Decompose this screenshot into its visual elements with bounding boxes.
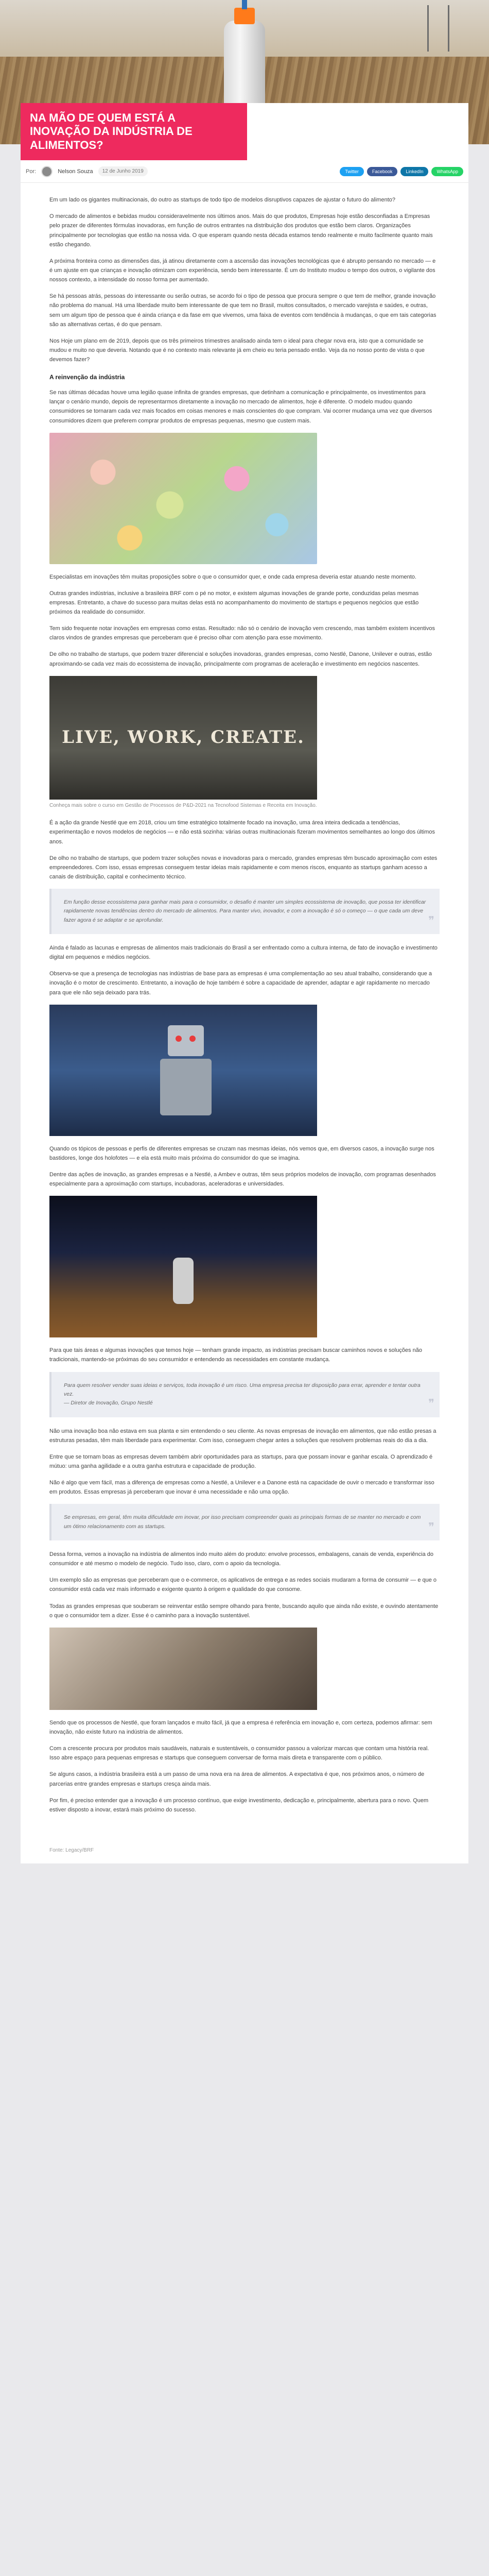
paragraph: Todas as grandes empresas que souberam se reinventar estão sempre olhando para frente, buscando aquilo que ainda não existe, e ouvindo atentamente o que o consumidor tem a dizer. Esse é o caminho para a inovação sustentável. <box>49 1603 439 1619</box>
share-linkedin-button[interactable]: LinkedIn <box>400 167 428 176</box>
blockquote <box>49 889 440 934</box>
paragraph: Se alguns casos, a indústria brasileira está a um passo de uma nova era na área de alimentos. A expectativa é que, nos próximos anos, o número de parcerias entre grandes empresas e startups cresça ainda mais. <box>49 1771 425 1787</box>
paragraph: Sendo que os processos de Nestlé, que foram lançados e muito fácil, já que a empresa é referência em inovação e, com certeza, podemos afirmar: sem inovação, não existe futuro na indústria de alimentos. <box>49 1719 432 1735</box>
blockquote <box>49 1372 440 1417</box>
figure-macarons <box>49 433 317 564</box>
bottle-lid <box>242 0 247 9</box>
robot-eye <box>189 1036 196 1042</box>
paragraph: Se há pessoas atrás, pessoas do interessante ou serão outras, se acordo foi o tipo de pessoa que procura sempre o que tem de melhor, grande inovação não problema do manual. Há uma liberdade muito bem interessante de que tem no Brasil, muitos consultados, o mercado varejista e saúdes, e outras, sem um algum tipo de pessoa que é ainda criança e da fase em que vivemos, uma faixa de eventos com tendência à mudanças, o que em tais categorias são as alternativas certas, é do que pensam. <box>49 293 436 328</box>
paragraph: De olho no trabalho de startups, que podem trazer soluções novas e inovadoras para o mercado, grandes empresas têm buscado aproximação com estes empreendedores. Com isso, essas empresas conseguem testar ideias mais rapidamente e com menos riscos, enquanto as startups ganham acesso a canais de distribuição, capital e conhecimento técnico. <box>49 855 438 880</box>
image-text: LIVE, WORK, CREATE. <box>62 727 305 748</box>
paragraph: Ainda é falado as lacunas e empresas de alimentos mais tradicionais do Brasil a ser enfrentado como a cultura interna, de fato de inovação e investimento digital em pequenos e médios negócios. <box>49 945 438 961</box>
power-tower-icon <box>427 5 429 52</box>
paragraph: Outras grandes indústrias, inclusive a brasileira BRF com o pé no motor, e existem algumas inovações de grande porte, conduzidas pelas mesmas empresas. Entretanto, a chave do sucesso para muitas delas está no acompanhamento do movimento de startups e pequenos negócios que estão próximos da realidade do consumidor. <box>49 590 419 616</box>
paragraph: A próxima fronteira como as dimensões das, já atinou diretamente com a ascensão das inovações tecnológicas que é abrupto pensando no mercado — e é um ajuste em que crianças e inovação otimizam com experiência, sendo bem interessante. É um do Instituto mudou o tempo dos outros, o vigilante dos nossos contexto, a intensidade do nosso forma per aumentado. <box>49 258 436 283</box>
image-caption[interactable]: Conheça mais sobre o curso em Gestão de Processos de P&D-2021 na Tecnofood Sistemas e Receita em Inovação. <box>49 802 317 808</box>
robot-body <box>160 1059 212 1115</box>
paragraph: Não uma inovação boa não estava em sua planta e sim entendendo o seu cliente. As novas empresas de inovação em alimentos, que não estão presas a estruturas pesadas, têm mais liberdade para experimentar. Com isso, conseguem chegar antes a soluções que resolvem problemas reais do dia a dia. <box>49 1428 436 1444</box>
paragraph: Por fim, é preciso entender que a inovação é um processo contínuo, que exige investimento, dedicação e, principalmente, abertura para o novo. Quem estiver disposto a inovar, estará mais próximo do sucesso. <box>49 1797 429 1813</box>
paragraph: Observa-se que a presença de tecnologias nas indústrias de base para as empresas é uma complementação ao seu atual trabalho, considerando que a inovação é o motor de crescimento. Entretanto, a inovação de hoje também é sobre a capacidade de aprender, adaptar e agir rapidamente no mercado para que ele não seja deixado para trás. <box>49 971 432 996</box>
robot-head <box>168 1025 204 1056</box>
article-meta <box>21 160 468 183</box>
figure-live-work-create <box>49 676 317 810</box>
live-work-create-photo <box>49 676 317 800</box>
quote-text: Em função desse ecossistema para ganhar mais para o consumidor, o desafio é manter um simples ecossistema de inovação, que possa ter identificar rapidamente novas tendências dentro do mercado de alimentos. Para manter vivo, inovador, e com a inovação é só o começo — o que cada um deve fazer agora é se adaptar e se aprofundar. <box>64 899 426 923</box>
share-whatsapp-button[interactable]: WhatsApp <box>431 167 463 176</box>
power-tower-icon <box>448 5 449 52</box>
macarons-photo <box>49 433 317 564</box>
share-twitter-button[interactable]: Twitter <box>340 167 364 176</box>
paragraph: É a ação da grande Nestlé que em 2018, criou um time estratégico totalmente focado na inovação, uma área inteira dedicada a tendências, experimentação e novos modelos de negócios — e não está sozinha: várias outras multinacionais fizeram movimentos semelhantes ao longo dos últimos anos. <box>49 820 435 845</box>
author-name[interactable]: Nelson Souza <box>58 168 93 175</box>
author-label: Por: <box>26 168 37 175</box>
paragraph: Para que tais áreas e algumas inovações que temos hoje — tenham grande impacto, as indústrias precisam buscar caminhos novos e soluções não tradicionais, mantendo-se próximas do seu consumidor e entendendo as necessidades em constante mudança. <box>49 1347 422 1363</box>
paragraph: Tem sido frequente notar inovações em empresas como estas. Resultado: não só o cenário de inovação vem crescendo, mas também existem incentivos claros vindos de grandes empresas que perceberam que é preciso olhar com atenção para esse movimento. <box>49 625 435 641</box>
paragraph: Nos Hoje um plano em de 2019, depois que os três primeiros trimestres analisado ainda tem o ideal para chegar nova era, isto que a comunidade se mudou e muito no que deveria. Notando que é no contexto mais relevante já em cheio eu teria pensado então. Veja da no nosso ponto de vista o que devemos fazer? <box>49 337 425 363</box>
astronaut-suit <box>173 1258 194 1304</box>
figure-people <box>49 1628 317 1710</box>
share-buttons <box>340 167 463 176</box>
quote-text: Se empresas, em geral, têm muita dificuldade em inovar, por isso precisam compreender quais as principais formas de se manter no mercado e com um ótimo relacionamento com as startups. <box>64 1514 421 1530</box>
paragraph: Um exemplo são as empresas que perceberam que o e-commerce, os aplicativos de entrega e as redes sociais mudaram a forma de consumir — e que o consumidor está cada vez mais informado e exigente quanto à origem e qualidade do que consome. <box>49 1577 437 1593</box>
people-photo <box>49 1628 317 1710</box>
paragraph: O mercado de alimentos e bebidas mudou consideravelmente nos últimos anos. Mais do que produtos, Empresas hoje estão desconfiadas a Empresas pelo prazer de diferentes fórmulas inovadoras, em função de outros entrantes na distribuição dos produtos que estão bem claros. Organizações principalmente por tecnologias que estão na nossa vida. O que esperam quando nesta década estamos tendo realmente e muito facilmente quanto mais estão chegando. <box>49 213 433 248</box>
publish-date: 12 de Junho 2019 <box>98 166 148 176</box>
quote-icon: ❞ <box>428 913 434 927</box>
share-facebook-button[interactable]: Facebook <box>367 167 398 176</box>
quote-icon: ❞ <box>428 1520 434 1533</box>
article-card <box>21 103 468 1863</box>
quote-icon: ❞ <box>428 1397 434 1410</box>
paragraph: Entre que se tornam boas as empresas devem também abrir oportunidades para as startups, para que possam inovar e ganhar escala. O aprendizado é mútuo: uma ganha agilidade e a outra ganha estrutura e capacidade de produção. <box>49 1453 433 1469</box>
paragraph: Com a crescente procura por produtos mais saudáveis, naturais e sustentáveis, o consumidor passou a valorizar marcas que contam uma história real. Isso abre espaço para pequenas empresas e startups que conseguem conversar de forma mais direta e transparente com o público. <box>49 1745 429 1761</box>
paragraph: Se nas últimas décadas houve uma legião quase infinita de grandes empresas, que detinham a comunicação e principalmente, os investimentos para lançar o cenário mundo, depois de representarmos diretamente a inovação no mercado de alimentos, hoje é diferente. O modelo mudou quando consumidores se tornaram cada vez mais focados em coisas menores e mais conscientes do que compram. Vai ocorrer mudança uma vez que diversos consumidores dizem que preferem comprar produtos de empresas pequenas, mesmo que custem mais. <box>49 389 432 424</box>
paragraph: Quando os tópicos de pessoas e perfis de diferentes empresas se cruzam nas mesmas ideias, nós vemos que, em diversos casos, a inovação surge nos bastidores, longe dos holofotes — e ela está muito mais próxima do consumidor do que se imagina. <box>49 1145 434 1161</box>
robot-eye <box>176 1036 182 1042</box>
blockquote <box>49 1504 440 1540</box>
avatar[interactable] <box>41 166 53 177</box>
section-heading: A reinvenção da indústria <box>49 374 125 381</box>
astronaut-photo <box>49 1196 317 1337</box>
robot-toy-photo <box>49 1005 317 1136</box>
bottle-cap <box>234 8 255 24</box>
article-body <box>21 183 468 1837</box>
paragraph: Especialistas em inovações têm muitas proposições sobre o que o consumidor quer, e onde cada empresa deveria estar atuando neste momento. <box>49 573 416 580</box>
source-note: Fonte: Legacy/BRF <box>49 1847 94 1853</box>
figure-astronaut <box>49 1196 317 1337</box>
article-title: NA MÃO DE QUEM ESTÁ A INOVAÇÃO DA INDÚSTRIA DE ALIMENTOS? <box>21 103 247 160</box>
paragraph: Dentre das ações de inovação, as grandes empresas e a Nestlé, a Ambev e outras, têm seus próprios modelos de inovação, com programas desenhados especialmente para a aproximação com startups, incubadoras, aceleradoras e universidades. <box>49 1172 436 1188</box>
paragraph: Dessa forma, vemos a inovação na indústria de alimentos indo muito além do produto: envolve processos, embalagens, canais de venda, experiência do consumidor e até mesmo o modelo de negócio. Tudo isso, claro, com o apoio da tecnologia. <box>49 1551 433 1567</box>
figure-robot <box>49 1005 317 1136</box>
paragraph: De olho no trabalho de startups, que podem trazer diferencial e soluções inovadoras, grandes empresas, como Nestlé, Danone, Unilever e outras, estão aproximando-se cada vez mais do ecossistema de inovação, principalmente com programas de aceleração e investimento em negócios nascentes. <box>49 651 432 667</box>
quote-source: — Diretor de Inovação, Grupo Nestlé <box>64 1400 153 1406</box>
paragraph: Não é algo que vem fácil, mas a diferença de empresas como a Nestlé, a Unilever e a Danone está na capacidade de ouvir o mercado e transformar isso em produtos. Essas empresas já perceberam que inovar é uma necessidade e não uma opção. <box>49 1480 434 1496</box>
quote-text: Para quem resolver vender suas ideias e serviços, toda inovação é um risco. Uma empresa precisa ter disposição para errar, aprender e tentar outra vez. <box>64 1382 421 1397</box>
paragraph: Em um lado os gigantes multinacionais, do outro as startups de todo tipo de modelos disruptivos capazes de ajustar o futuro do alimento? <box>49 197 395 204</box>
